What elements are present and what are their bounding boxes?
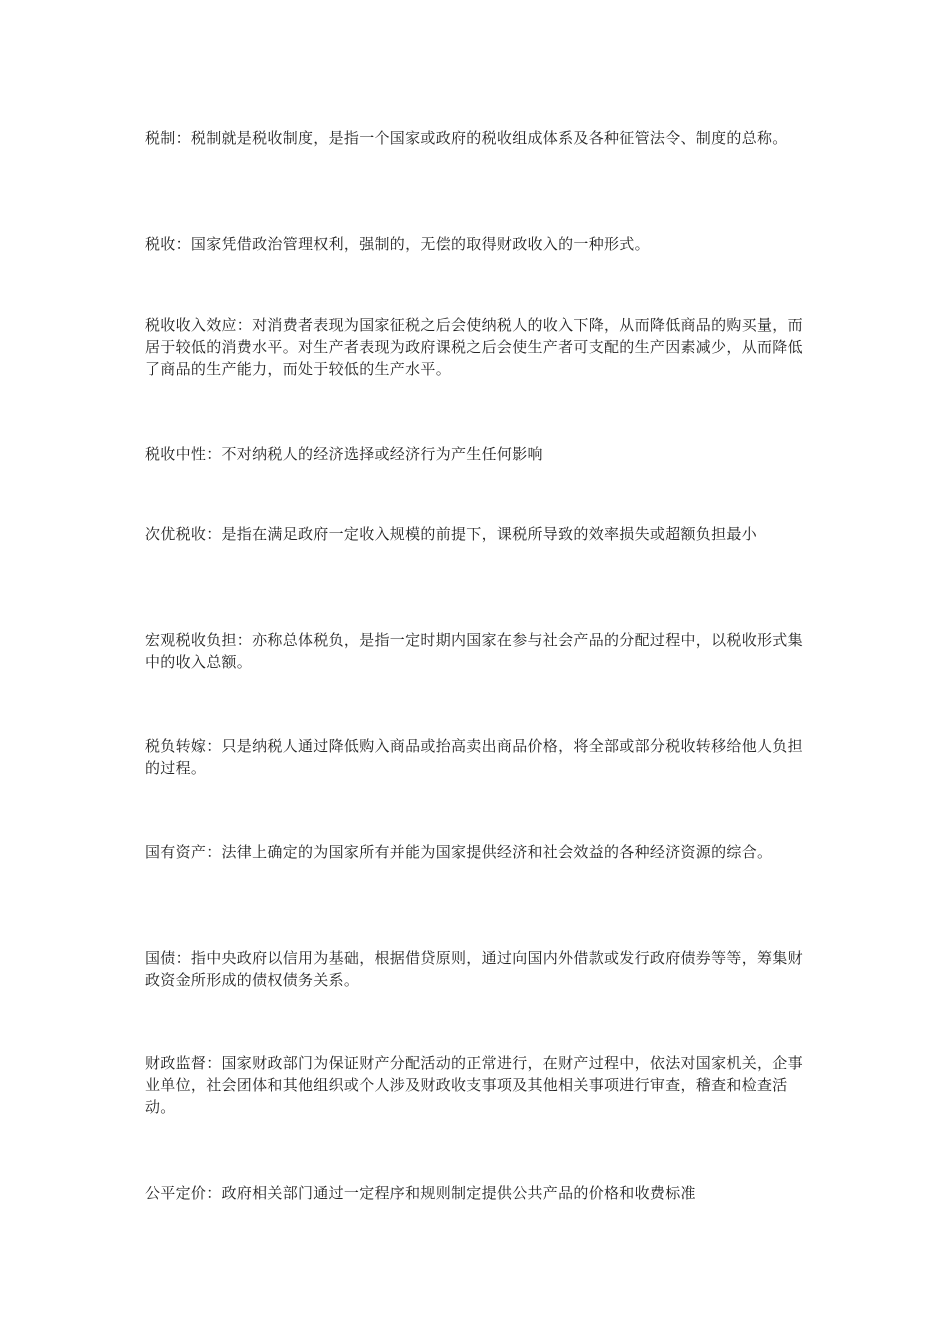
definition-state-assets: 国有资产：法律上确定的为国家所有并能为国家提供经济和社会效益的各种经济资源的综合。 [145, 843, 773, 861]
definition-taxation: 税收：国家凭借政治管理权利，强制的，无偿的取得财政收入的一种形式。 [145, 235, 650, 253]
definition-fair-pricing: 公平定价：政府相关部门通过一定程序和规则制定提供公共产品的价格和收费标准 [145, 1184, 696, 1202]
definition-tax-system: 税制：税制就是税收制度，是指一个国家或政府的税收组成体系及各种征管法令、制度的总称。 [145, 129, 788, 147]
definition-tax-income-effect: 税收收入效应：对消费者表现为国家征税之后会使纳税人的收入下降，从而降低商品的购买量，而居于较低的消费水平。对生产者表现为政府课税之后会使生产者可支配的生产因素减少，从而降低了商品的生产能力，而处于较低的生产水平。 [145, 316, 803, 378]
definition-suboptimal-taxation: 次优税收：是指在满足政府一定收入规模的前提下，课税所导致的效率损失或超额负担最小 [145, 525, 758, 543]
definition-macro-tax-burden: 宏观税收负担：亦称总体税负，是指一定时期内国家在参与社会产品的分配过程中，以税收形式集中的收入总额。 [145, 631, 803, 671]
definition-tax-shifting: 税负转嫁：只是纳税人通过降低购入商品或抬高卖出商品价格，将全部或部分税收转移给他人负担的过程。 [145, 737, 803, 777]
definition-national-debt: 国债：指中央政府以信用为基础，根据借贷原则，通过向国内外借款或发行政府债券等等，筹集财政资金所形成的债权债务关系。 [145, 949, 803, 989]
definition-fiscal-supervision: 财政监督：国家财政部门为保证财产分配活动的正常进行，在财产过程中，依法对国家机关，企事业单位，社会团体和其他组织或个人涉及财政收支事项及其他相关事项进行审查，稽查和检查活动。 [145, 1054, 803, 1116]
definition-tax-neutrality: 税收中性：不对纳税人的经济选择或经济行为产生任何影响 [145, 445, 543, 463]
